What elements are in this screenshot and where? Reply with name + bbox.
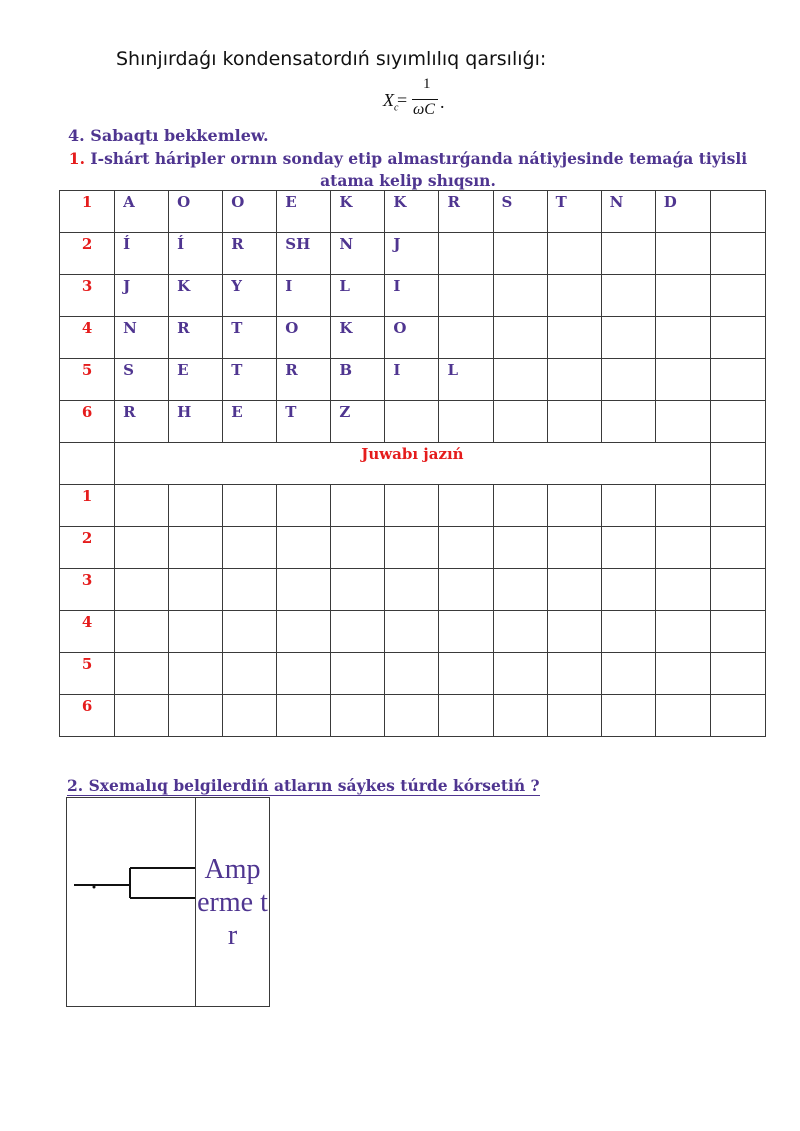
letter-cell: K xyxy=(385,191,439,233)
answer-cell[interactable] xyxy=(223,611,277,653)
symbol-name-cell: Amp erme tr xyxy=(196,798,270,1007)
letter-cell: K xyxy=(331,317,385,359)
letter-cell xyxy=(439,233,493,275)
formula-end: . xyxy=(440,92,445,112)
letter-cell: L xyxy=(331,275,385,317)
answer-cell[interactable] xyxy=(223,569,277,611)
letter-cell: K xyxy=(169,275,223,317)
answer-cell[interactable] xyxy=(385,653,439,695)
answer-cell[interactable] xyxy=(710,527,765,569)
letter-cell xyxy=(547,275,601,317)
answer-cell[interactable] xyxy=(547,695,601,737)
answer-cell[interactable] xyxy=(601,695,655,737)
answer-cell[interactable] xyxy=(547,653,601,695)
answer-cell[interactable] xyxy=(710,653,765,695)
task2-instruction xyxy=(67,776,540,795)
answer-cell[interactable] xyxy=(385,527,439,569)
row-number: 3 xyxy=(60,275,115,317)
letter-cell xyxy=(710,401,765,443)
answer-cell[interactable] xyxy=(277,695,331,737)
answer-cell[interactable] xyxy=(385,695,439,737)
answer-row xyxy=(60,653,766,695)
letter-cell: Í xyxy=(115,233,169,275)
row-number: 2 xyxy=(60,233,115,275)
letter-cell: Í xyxy=(169,233,223,275)
answer-cell[interactable] xyxy=(547,527,601,569)
answer-row xyxy=(60,527,766,569)
letter-cell: Z xyxy=(331,401,385,443)
letter-cell xyxy=(601,401,655,443)
letter-cell xyxy=(710,233,765,275)
answer-row-number: 2 xyxy=(60,527,115,569)
letter-cell: A xyxy=(115,191,169,233)
letter-cell: E xyxy=(277,191,331,233)
letter-cell xyxy=(493,359,547,401)
symbol-cell xyxy=(67,798,196,1007)
letter-cell xyxy=(710,317,765,359)
answer-cell[interactable] xyxy=(601,485,655,527)
answer-cell[interactable] xyxy=(277,527,331,569)
answer-cell[interactable] xyxy=(439,653,493,695)
formula-lhs: $X_c$ xyxy=(383,90,399,114)
answer-label-blank-end xyxy=(710,443,765,485)
answer-cell[interactable] xyxy=(493,485,547,527)
answer-cell[interactable] xyxy=(277,569,331,611)
answer-cell[interactable] xyxy=(169,695,223,737)
task1-number: 1. xyxy=(68,149,85,168)
answer-cell[interactable] xyxy=(385,611,439,653)
letter-cell: K xyxy=(331,191,385,233)
answer-cell[interactable] xyxy=(331,653,385,695)
capacitive-reactance-formula xyxy=(383,76,463,124)
answer-cell[interactable] xyxy=(439,695,493,737)
letter-cell xyxy=(439,275,493,317)
answer-cell[interactable] xyxy=(547,485,601,527)
answer-cell[interactable] xyxy=(547,569,601,611)
letter-cell: L xyxy=(439,359,493,401)
letter-cell: R xyxy=(277,359,331,401)
answer-cell[interactable] xyxy=(115,611,169,653)
answer-cell[interactable] xyxy=(601,653,655,695)
letter-cell: D xyxy=(655,191,710,233)
row-number: 6 xyxy=(60,401,115,443)
answer-cell[interactable] xyxy=(277,611,331,653)
answer-cell[interactable] xyxy=(223,653,277,695)
puzzle-row xyxy=(60,275,766,317)
answer-cell[interactable] xyxy=(169,611,223,653)
letter-cell xyxy=(439,317,493,359)
answer-cell[interactable] xyxy=(493,695,547,737)
answer-cell[interactable] xyxy=(655,653,710,695)
answer-cell[interactable] xyxy=(223,695,277,737)
letter-cell xyxy=(710,191,765,233)
answer-cell[interactable] xyxy=(331,695,385,737)
letter-cell: R xyxy=(115,401,169,443)
letter-cell: O xyxy=(223,191,277,233)
row-number: 4 xyxy=(60,317,115,359)
puzzle-row xyxy=(60,317,766,359)
word-puzzle-table xyxy=(59,190,766,737)
answer-cell[interactable] xyxy=(710,485,765,527)
answer-cell[interactable] xyxy=(710,695,765,737)
answer-cell[interactable] xyxy=(385,485,439,527)
row-number: 5 xyxy=(60,359,115,401)
letter-cell: T xyxy=(223,317,277,359)
answer-cell[interactable] xyxy=(115,485,169,527)
letter-cell xyxy=(655,275,710,317)
letter-cell: B xyxy=(331,359,385,401)
letter-cell: E xyxy=(169,359,223,401)
letter-cell: J xyxy=(115,275,169,317)
letter-cell xyxy=(655,359,710,401)
answer-cell[interactable] xyxy=(493,653,547,695)
section-heading: 4. Sabaqtı bekkemlew. xyxy=(68,126,269,145)
letter-cell xyxy=(655,401,710,443)
answer-cell[interactable] xyxy=(655,569,710,611)
letter-cell: O xyxy=(169,191,223,233)
intro-text: Shınjırdaǵı kondensatordıń sıyımlılıq qarsılıǵı: xyxy=(116,48,547,70)
letter-cell: N xyxy=(331,233,385,275)
answer-cell[interactable] xyxy=(385,569,439,611)
formula-numerator: 1 xyxy=(423,76,431,92)
symbol-row xyxy=(67,798,270,1007)
answer-label-blank xyxy=(60,443,115,485)
letter-cell xyxy=(439,401,493,443)
answer-cell[interactable] xyxy=(601,611,655,653)
letter-cell xyxy=(655,317,710,359)
answer-cell[interactable] xyxy=(169,485,223,527)
letter-cell xyxy=(547,401,601,443)
formula-denominator: ωC xyxy=(413,101,435,118)
letter-cell xyxy=(601,359,655,401)
answer-row-number: 4 xyxy=(60,611,115,653)
letter-cell xyxy=(493,275,547,317)
answer-row-number: 6 xyxy=(60,695,115,737)
fraction-bar xyxy=(412,99,438,100)
letter-cell: I xyxy=(385,275,439,317)
answer-cell[interactable] xyxy=(331,485,385,527)
answer-row xyxy=(60,611,766,653)
letter-cell xyxy=(547,317,601,359)
letter-cell: R xyxy=(223,233,277,275)
answer-cell[interactable] xyxy=(710,569,765,611)
letter-cell xyxy=(601,317,655,359)
answer-row xyxy=(60,485,766,527)
answer-row-number: 5 xyxy=(60,653,115,695)
letter-cell: E xyxy=(223,401,277,443)
answer-cell[interactable] xyxy=(331,527,385,569)
answer-row-number: 1 xyxy=(60,485,115,527)
answer-cell[interactable] xyxy=(493,527,547,569)
task1-instruction xyxy=(60,148,756,192)
letter-cell xyxy=(493,233,547,275)
row-number: 1 xyxy=(60,191,115,233)
answer-cell[interactable] xyxy=(115,695,169,737)
answer-cell[interactable] xyxy=(115,653,169,695)
answer-cell[interactable] xyxy=(710,611,765,653)
answer-cell[interactable] xyxy=(655,611,710,653)
ammeter-symbol-icon xyxy=(67,798,195,1002)
answer-row xyxy=(60,569,766,611)
answer-cell[interactable] xyxy=(223,485,277,527)
letter-cell: H xyxy=(169,401,223,443)
answer-cell[interactable] xyxy=(601,569,655,611)
letter-cell: I xyxy=(277,275,331,317)
puzzle-row xyxy=(60,401,766,443)
answer-cell[interactable] xyxy=(439,485,493,527)
puzzle-row xyxy=(60,191,766,233)
letter-cell xyxy=(493,401,547,443)
task1-text: I-shárt háripler ornın sonday etip almastırǵanda nátiyjesinde temaǵa tiyisli atama kelip shıqsın. xyxy=(90,149,748,190)
puzzle-row xyxy=(60,233,766,275)
answer-cell[interactable] xyxy=(277,485,331,527)
letter-cell: T xyxy=(547,191,601,233)
letter-cell xyxy=(547,233,601,275)
task2-text: 2. Sxemalıq belgilerdiń atların sáykes túrde kórsetiń ? xyxy=(67,776,540,795)
answer-cell[interactable] xyxy=(493,611,547,653)
letter-cell xyxy=(493,317,547,359)
answer-cell[interactable] xyxy=(223,527,277,569)
letter-cell: N xyxy=(115,317,169,359)
answer-row-number: 3 xyxy=(60,569,115,611)
letter-cell: N xyxy=(601,191,655,233)
answer-cell[interactable] xyxy=(493,569,547,611)
puzzle-row xyxy=(60,359,766,401)
answer-cell[interactable] xyxy=(547,611,601,653)
answer-cell[interactable] xyxy=(169,527,223,569)
answer-cell[interactable] xyxy=(601,527,655,569)
letter-cell: O xyxy=(277,317,331,359)
answer-cell[interactable] xyxy=(439,569,493,611)
answer-label-row xyxy=(60,443,766,485)
answer-cell[interactable] xyxy=(277,653,331,695)
answer-cell[interactable] xyxy=(169,569,223,611)
answer-cell[interactable] xyxy=(439,611,493,653)
answer-cell[interactable] xyxy=(331,611,385,653)
letter-cell: S xyxy=(493,191,547,233)
answer-cell[interactable] xyxy=(439,527,493,569)
answer-cell[interactable] xyxy=(115,569,169,611)
letter-cell: SH xyxy=(277,233,331,275)
answer-row xyxy=(60,695,766,737)
letter-cell: I xyxy=(385,359,439,401)
answer-cell[interactable] xyxy=(655,695,710,737)
letter-cell: R xyxy=(439,191,493,233)
letter-cell: Y xyxy=(223,275,277,317)
letter-cell: T xyxy=(223,359,277,401)
letter-cell: S xyxy=(115,359,169,401)
answer-cell[interactable] xyxy=(115,527,169,569)
formula-equals: = xyxy=(397,90,408,110)
answer-cell[interactable] xyxy=(655,527,710,569)
answer-cell[interactable] xyxy=(655,485,710,527)
letter-cell xyxy=(710,275,765,317)
letter-cell xyxy=(710,359,765,401)
letter-cell: J xyxy=(385,233,439,275)
answer-cell[interactable] xyxy=(169,653,223,695)
symbol-table xyxy=(66,797,270,1007)
letter-cell: R xyxy=(169,317,223,359)
letter-cell xyxy=(547,359,601,401)
letter-cell xyxy=(601,275,655,317)
letter-cell xyxy=(601,233,655,275)
letter-cell xyxy=(385,401,439,443)
letter-cell: T xyxy=(277,401,331,443)
answer-cell[interactable] xyxy=(331,569,385,611)
letter-cell: O xyxy=(385,317,439,359)
letter-cell xyxy=(655,233,710,275)
answer-label: Juwabı jazıń xyxy=(115,443,711,485)
